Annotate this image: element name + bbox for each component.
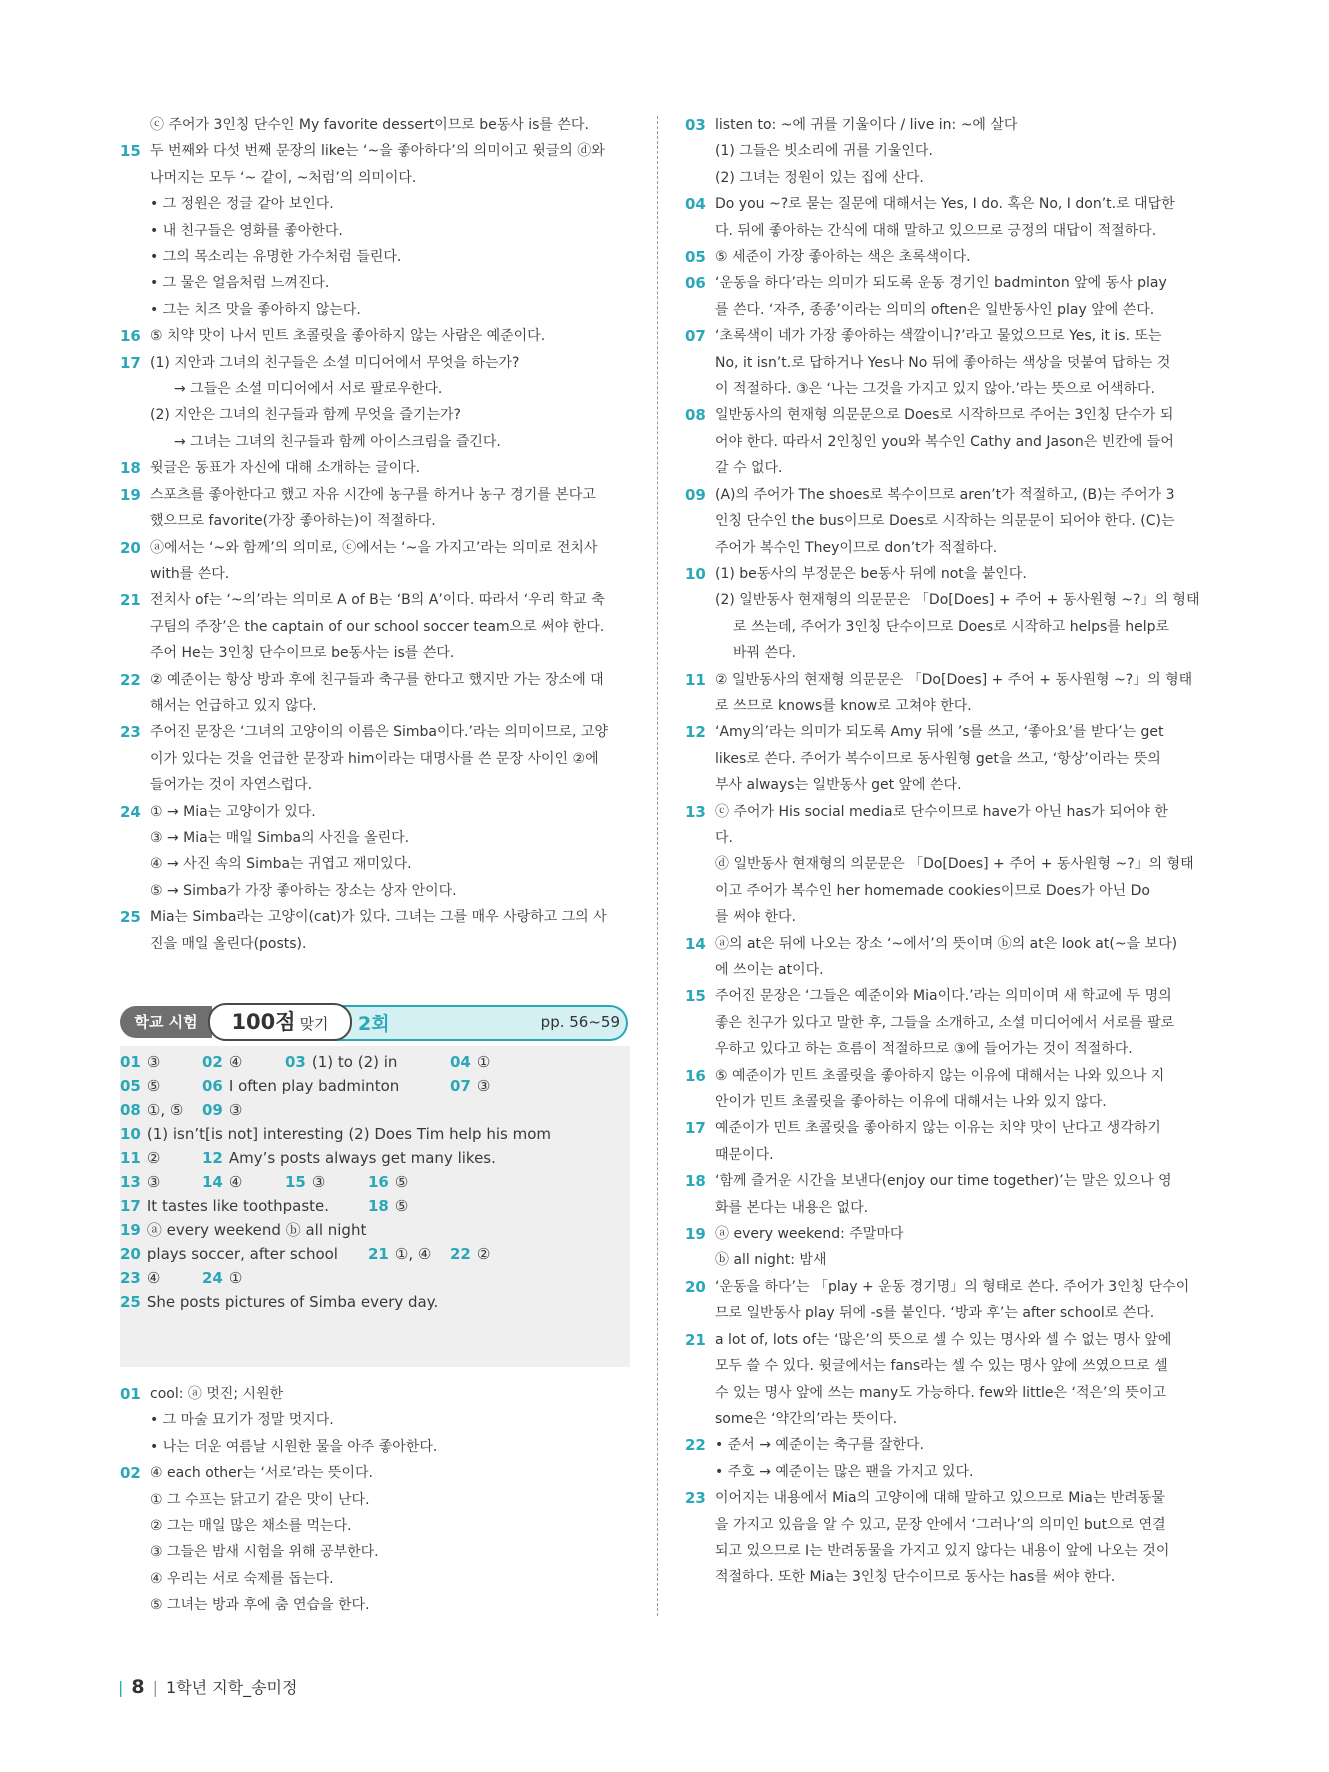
answer-item <box>120 1148 160 1168</box>
answer-value: (1) to (2) in <box>311 1053 398 1071</box>
question-number: 16 <box>685 1066 706 1085</box>
question-number: 08 <box>685 406 706 425</box>
score-tag-bold: 100점 <box>231 1010 296 1034</box>
explanation-line: 로 쓰므로 knows를 know로 고쳐야 한다. <box>715 697 972 714</box>
answer-number: 18 <box>368 1197 389 1215</box>
answer-value: ① <box>476 1053 491 1071</box>
explanation-line: 안이가 민트 초콜릿을 좋아하는 이유에 대해서는 나와 있지 않다. <box>715 1094 1107 1111</box>
explanation-line: • 그 마술 묘기가 정말 멋지다. <box>150 1412 334 1429</box>
question-number: 03 <box>685 116 706 134</box>
explanation-item <box>685 402 1200 481</box>
explanation-line: 때문이다. <box>715 1146 774 1163</box>
explanation-line: 를 쓴다. ‘자주, 종종’이라는 의미의 often은 일반동사인 play 앞에 쓴다. <box>715 301 1155 318</box>
question-number: 22 <box>685 1436 706 1455</box>
explanation-line: 어야 한다. 따라서 2인칭인 you와 복수인 Cathy and Jason은 빈칸에 들어 <box>715 433 1174 450</box>
explanation-line: some은 ‘약간의’라는 뜻이다. <box>715 1410 898 1427</box>
answer-item <box>120 1124 551 1144</box>
explanation-line: → 그들은 소셜 미디어에서 서로 팔로우한다. <box>174 381 443 398</box>
explanation-line: ② 예준이는 항상 방과 후에 친구들과 축구를 한다고 했지만 가는 장소에 대 <box>150 671 604 688</box>
answer-number: 20 <box>120 1245 141 1263</box>
explanation-line: 이어지는 내용에서 Mia의 고양이에 대해 말하고 있으므로 Mia는 반려동물 <box>715 1490 1165 1507</box>
explanation-line: listen to: ~에 귀를 기울이다 / live in: ~에 살다 <box>715 117 1018 133</box>
book-title: 1학년 지학_송미정 <box>166 1678 298 1697</box>
answer-number: 09 <box>202 1101 223 1119</box>
question-number: 19 <box>685 1225 706 1244</box>
score-tag <box>208 1003 352 1041</box>
question-number: 01 <box>120 1385 141 1403</box>
question-number: 24 <box>120 802 141 821</box>
explanation-line: 화를 본다는 내용은 없다. <box>715 1199 869 1216</box>
explanation-line: (A)의 주어가 The shoes로 복수이므로 aren’t가 적절하고, (B)는 주어가 3 <box>715 486 1175 503</box>
score-tag-rest: 맞기 <box>299 1015 329 1033</box>
explanation-line: 좋은 친구가 있다고 말한 후, 그들을 소개하고, 소셜 미디어에서 서로를 팔로 <box>715 1014 1175 1031</box>
explanation-line: ⓐ에서는 ‘~와 함께’의 의미로, ⓒ에서는 ‘~을 가지고’라는 의미로 전치사 <box>150 539 598 556</box>
explanation-line: likes로 쓴다. 주어가 복수이므로 동사원형 get을 쓰고, ‘항상’이라는 뜻의 <box>715 750 1161 767</box>
question-number: 05 <box>685 248 706 267</box>
explanation-line: 나머지는 모두 ‘~ 같이, ~처럼’의 의미이다. <box>150 169 417 186</box>
explanation-item <box>120 667 630 720</box>
explanation-line: ⓓ 일반동사 현재형의 의문문은 「Do[Does] + 주어 + 동사원형 ~?」의 형태 <box>715 856 1194 873</box>
question-number: 15 <box>685 987 706 1006</box>
answer-number: 03 <box>285 1053 306 1071</box>
explanation-item <box>685 112 1200 191</box>
explanation-line: • 그는 치즈 맛을 좋아하지 않는다. <box>150 301 361 318</box>
explanation-item <box>120 587 630 666</box>
answer-value: She posts pictures of Simba every day. <box>146 1293 439 1311</box>
answer-item <box>120 1268 160 1288</box>
explanation-line: ‘Amy의’라는 의미가 되도록 Amy 뒤에 ’s를 쓰고, ‘좋아요’를 받다’는 get <box>715 724 1164 741</box>
explanation-item <box>685 561 1200 667</box>
explanation-line: ‘운동을 하다’라는 의미가 되도록 운동 경기인 badminton 앞에 동사 play <box>715 275 1167 292</box>
explanation-line: • 내 친구들은 영화를 좋아한다. <box>150 222 343 239</box>
answer-item <box>202 1172 242 1192</box>
explanation-item <box>120 799 630 905</box>
explanation-item <box>120 112 630 138</box>
explanation-item <box>120 482 630 535</box>
explanation-line: 모두 쓸 수 있다. 윗글에서는 fans라는 셀 수 있는 명사 앞에 쓰였으므로 셀 <box>715 1358 1168 1375</box>
page-number: 8 <box>131 1676 145 1698</box>
explanation-line: 되고 있으므로 I는 반려동물을 가지고 있지 않다는 내용이 앞에 나오는 것이 <box>715 1542 1170 1559</box>
question-number: 14 <box>685 934 706 953</box>
explanation-line: 주어가 복수인 They이므로 don’t가 적절하다. <box>715 539 998 556</box>
question-number: 19 <box>120 485 141 504</box>
explanation-item <box>120 323 630 349</box>
explanation-item <box>685 1327 1200 1433</box>
explanation-line: • 주호 → 예준이는 많은 팬을 가지고 있다. <box>715 1463 974 1480</box>
explanation-item <box>685 270 1200 323</box>
explanation-line: (1) 지안과 그녀의 친구들은 소셜 미디어에서 무엇을 하는가? <box>150 354 520 371</box>
explanation-item <box>120 1460 630 1618</box>
explanation-line: 수 있는 명사 앞에 쓰는 many도 가능하다. few와 little은 ‘적은’의 뜻이고 <box>715 1384 1167 1401</box>
explanation-line: ⓐ의 at은 뒤에 나오는 장소 ‘~에서’의 뜻이며 ⓑ의 at은 look at(~을 보다) <box>715 935 1178 952</box>
explanation-line: ‘초록색이 네가 가장 좋아하는 색깔이니?’라고 물었으므로 Yes, it is. 또는 <box>715 328 1162 345</box>
explanation-line: • 나는 더운 여름날 시원한 물을 아주 좋아한다. <box>150 1438 438 1455</box>
answer-number: 25 <box>120 1293 141 1311</box>
answer-value: ① <box>228 1269 243 1287</box>
answer-item <box>202 1052 242 1072</box>
answer-value: ④ <box>228 1053 243 1071</box>
question-number: 10 <box>685 564 706 583</box>
explanation-line: 구팀의 주장’은 the captain of our school soccer team으로 써야 한다. <box>150 618 605 635</box>
answer-number: 13 <box>120 1173 141 1191</box>
question-number: 15 <box>120 142 141 161</box>
explanation-line: 를 써야 한다. <box>715 909 796 926</box>
round-label: 2회 <box>358 1013 390 1035</box>
footer-separator: | <box>152 1678 159 1697</box>
explanation-line: 이가 있다는 것을 언급한 문장과 him이라는 대명사를 쓴 문장 사이인 ②에 <box>150 750 599 767</box>
answer-key-header <box>120 1003 630 1041</box>
answer-number: 05 <box>120 1077 141 1095</box>
answer-item <box>120 1292 438 1312</box>
question-number: 11 <box>685 670 706 689</box>
explanation-line: ④ → 사진 속의 Simba는 귀엽고 재미있다. <box>150 856 412 873</box>
explanation-line: 부사 always는 일반동사 get 앞에 쓴다. <box>715 777 962 794</box>
explanation-line: 진을 매일 올린다(posts). <box>150 935 307 952</box>
answer-item <box>202 1268 242 1288</box>
answer-value: Amy’s posts always get many likes. <box>228 1149 496 1167</box>
answer-item <box>450 1076 490 1096</box>
explanation-line: 들어가는 것이 자연스럽다. <box>150 777 313 794</box>
answer-value: ⑤ <box>394 1197 409 1215</box>
answer-number: 06 <box>202 1077 223 1095</box>
explanation-item <box>685 244 1200 270</box>
explanation-line: a lot of, lots of는 ‘많은’의 뜻으로 셀 수 있는 명사와 셀 수 없는 명사 앞에 <box>715 1331 1172 1348</box>
explanation-line: 적절하다. 또한 Mia는 3인칭 단수이므로 동사는 has를 써야 한다. <box>715 1569 1116 1586</box>
explanation-item <box>120 138 630 323</box>
answer-item <box>285 1052 397 1072</box>
page-range: pp. 56~59 <box>540 1013 620 1031</box>
answer-item <box>202 1076 399 1096</box>
explanation-line: ⑤ 그녀는 방과 후에 춤 연습을 한다. <box>150 1597 370 1614</box>
answer-item <box>120 1196 329 1216</box>
explanation-item <box>685 1063 1200 1116</box>
answer-item <box>450 1052 490 1072</box>
explanation-item <box>685 191 1200 244</box>
answer-item <box>120 1100 183 1120</box>
answer-item <box>120 1220 366 1240</box>
explanation-line: 이 적절하다. ③은 ‘나는 그것을 가지고 있지 않아.’라는 뜻으로 어색하다. <box>715 381 1155 398</box>
answer-number: 12 <box>202 1149 223 1167</box>
question-number: 21 <box>120 591 141 610</box>
explanation-line: 주어진 문장은 ‘그들은 예준이와 Mia이다.’라는 의미이며 새 학교에 두 명의 <box>715 988 1172 1005</box>
answer-number: 21 <box>368 1245 389 1263</box>
question-number: 17 <box>120 353 141 372</box>
answer-number: 19 <box>120 1221 141 1239</box>
explanation-item <box>120 350 630 456</box>
question-number: 06 <box>685 274 706 293</box>
explanation-line: ① → Mia는 고양이가 있다. <box>150 803 316 820</box>
answer-item <box>120 1052 160 1072</box>
explanation-item <box>685 323 1200 402</box>
answer-value: ② <box>476 1245 491 1263</box>
explanation-item <box>685 482 1200 561</box>
question-number: 21 <box>685 1330 706 1349</box>
question-number: 17 <box>685 1119 706 1138</box>
question-number: 04 <box>685 195 706 214</box>
explanation-item <box>685 1168 1200 1221</box>
explanation-line: cool: ⓐ 멋진; 시원한 <box>150 1386 284 1402</box>
question-number: 09 <box>685 485 706 504</box>
question-number: 18 <box>685 1172 706 1191</box>
school-exam-tag: 학교 시험 <box>120 1006 212 1038</box>
answer-item <box>285 1172 325 1192</box>
answer-value: ③ <box>311 1173 326 1191</box>
left-column <box>120 112 630 957</box>
question-number: 02 <box>120 1464 141 1483</box>
explanation-line: Do you ~?로 묻는 질문에 대해서는 Yes, I do. 혹은 No, I don’t.로 대답한 <box>715 196 1175 213</box>
explanation-line: 주어진 문장은 ‘그녀의 고양이의 이름은 Simba이다.’라는 의미이므로, 고양 <box>150 724 608 741</box>
question-number: 12 <box>685 723 706 742</box>
explanation-line: → 그녀는 그녀의 친구들과 함께 아이스크림을 즐긴다. <box>174 433 501 450</box>
explanation-line: (2) 지안은 그녀의 친구들과 함께 무엇을 즐기는가? <box>150 407 461 424</box>
explanation-line: 로 쓰는데, 주어가 3인칭 단수이므로 Does로 시작하고 helps를 help로 <box>733 618 1170 635</box>
explanation-line: ② 그는 매일 많은 채소를 먹는다. <box>150 1518 352 1535</box>
explanation-item <box>685 983 1200 1062</box>
explanation-line: with를 쓴다. <box>150 565 230 582</box>
question-number: 18 <box>120 459 141 478</box>
explanation-line: 다. 뒤에 좋아하는 간식에 대해 말하고 있으므로 긍정의 대답이 적절하다. <box>715 222 1157 239</box>
explanation-line: 갈 수 없다. <box>715 460 783 477</box>
explanation-line: 주어 He는 3인칭 단수이므로 be동사는 is를 쓴다. <box>150 645 455 662</box>
explanation-line: 다. <box>715 829 733 846</box>
answer-item <box>120 1244 338 1264</box>
answer-value: ⓐ every weekend ⓑ all night <box>146 1221 367 1239</box>
answer-item <box>120 1172 160 1192</box>
answer-number: 11 <box>120 1149 141 1167</box>
answer-number: 10 <box>120 1125 141 1143</box>
answer-item <box>120 1076 160 1096</box>
answer-number: 24 <box>202 1269 223 1287</box>
explanation-line: (1) 그들은 빗소리에 귀를 기울인다. <box>715 143 933 160</box>
answer-item <box>202 1100 242 1120</box>
answer-number: 22 <box>450 1245 471 1263</box>
answer-value: ② <box>146 1149 161 1167</box>
answer-item <box>202 1148 496 1168</box>
explanation-line: • 그의 목소리는 유명한 가수처럼 들린다. <box>150 249 402 266</box>
explanation-item <box>685 1221 1200 1274</box>
explanation-line: 두 번째와 다섯 번째 문장의 like는 ‘~을 좋아하다’의 의미이고 윗글의 ⓓ와 <box>150 143 605 160</box>
explanation-line: ③ → Mia는 매일 Simba의 사진을 올린다. <box>150 829 410 846</box>
answer-number: 15 <box>285 1173 306 1191</box>
answer-number: 14 <box>202 1173 223 1191</box>
explanation-line: (2) 그녀는 정원이 있는 집에 산다. <box>715 169 924 186</box>
answer-value: ①, ⑤ <box>146 1101 184 1119</box>
explanation-item <box>685 1432 1200 1485</box>
explanation-line: 일반동사의 현재형 의문문으로 Does로 시작하므로 주어는 3인칭 단수가 되 <box>715 407 1174 424</box>
explanation-item <box>685 1274 1200 1327</box>
explanation-line: (1) be동사의 부정문은 be동사 뒤에 not을 붙인다. <box>715 565 1027 582</box>
explanation-line: ③ 그들은 밤새 시험을 위해 공부한다. <box>150 1544 379 1561</box>
explanation-line: 바꿔 쓴다. <box>733 645 796 662</box>
explanation-line: 윗글은 동표가 자신에 대해 소개하는 글이다. <box>150 460 421 477</box>
explanation-line: 했으므로 favorite(가장 좋아하는)이 적절하다. <box>150 513 436 530</box>
explanation-line: ‘운동을 하다’는 「play + 운동 경기명」의 형태로 쓴다. 주어가 3인칭 단수이 <box>715 1278 1190 1295</box>
explanation-line: ⑤ 예준이가 민트 초콜릿을 좋아하지 않는 이유에 대해서는 나와 있으나 지 <box>715 1067 1165 1084</box>
answer-value: ③ <box>228 1101 243 1119</box>
explanation-line: ‘함께 즐거운 시간을 보낸다(enjoy our time together)’는 말은 있으나 영 <box>715 1173 1172 1190</box>
explanation-line: 에 쓰이는 at이다. <box>715 962 824 978</box>
explanation-item <box>685 799 1200 931</box>
answer-item <box>368 1196 408 1216</box>
answer-item <box>450 1244 490 1264</box>
answer-number: 01 <box>120 1053 141 1071</box>
explanation-line: 스포츠를 좋아한다고 했고 자유 시간에 농구를 하거나 농구 경기를 본다고 <box>150 486 596 503</box>
left-lower-column <box>120 1381 630 1619</box>
question-number: 22 <box>120 670 141 689</box>
question-number: 23 <box>120 723 141 742</box>
explanation-line: 우하고 있다고 하는 흐름이 적절하므로 ③에 들어가는 것이 적절하다. <box>715 1041 1133 1058</box>
explanation-item <box>120 455 630 481</box>
explanation-item <box>685 931 1200 984</box>
answer-number: 07 <box>450 1077 471 1095</box>
answer-value: It tastes like toothpaste. <box>146 1197 330 1215</box>
answer-value: (1) isn’t[is not] interesting (2) Does Tim help his mom <box>146 1125 551 1143</box>
answer-number: 16 <box>368 1173 389 1191</box>
answer-value: ①, ④ <box>394 1245 432 1263</box>
explanation-line: ⓒ 주어가 His social media로 단수이므로 have가 아닌 has가 되어야 한 <box>715 803 1168 820</box>
explanation-line: 이고 주어가 복수인 her homemade cookies이므로 Does가 아닌 Do <box>715 882 1150 899</box>
question-number: 07 <box>685 327 706 346</box>
explanation-line: ① 그 수프는 닭고기 같은 맛이 난다. <box>150 1491 370 1508</box>
explanation-item <box>120 535 630 588</box>
explanation-line: ⑤ 세준이 가장 좋아하는 색은 초록색이다. <box>715 249 971 266</box>
explanation-line: • 그 정원은 정글 같아 보인다. <box>150 196 334 213</box>
explanation-item <box>685 1485 1200 1591</box>
explanation-line: ④ each other는 ‘서로’라는 뜻이다. <box>150 1465 373 1482</box>
answer-value: plays soccer, after school <box>146 1245 338 1263</box>
question-number: 20 <box>120 538 141 557</box>
explanation-line: ⑤ → Simba가 가장 좋아하는 장소는 상자 안이다. <box>150 882 457 899</box>
answer-number: 08 <box>120 1101 141 1119</box>
explanation-line: 므로 일반동사 play 뒤에 -s를 붙인다. ‘방과 후’는 after school로 쓴다. <box>715 1305 1155 1322</box>
explanation-line: Mia는 Simba라는 고양이(cat)가 있다. 그녀는 그를 매우 사랑하고 그의 사 <box>150 909 607 926</box>
answer-number: 02 <box>202 1053 223 1071</box>
explanation-line: • 준서 → 예준이는 축구를 잘한다. <box>715 1437 924 1454</box>
answer-key-box <box>120 1046 630 1367</box>
answer-value: ⑤ <box>394 1173 409 1191</box>
explanation-line: (2) 일반동사 현재형의 의문문은 「Do[Does] + 주어 + 동사원형 ~?」의 형태 <box>715 592 1200 609</box>
explanation-item <box>685 1115 1200 1168</box>
explanation-line: • 그 물은 얼음처럼 느껴진다. <box>150 275 330 292</box>
answer-value: I often play badminton <box>228 1077 400 1095</box>
question-number: 25 <box>120 908 141 927</box>
explanation-item <box>685 667 1200 720</box>
question-number: 20 <box>685 1277 706 1296</box>
explanation-line: ⓐ every weekend: 주말마다 <box>715 1226 904 1243</box>
answer-number: 23 <box>120 1269 141 1287</box>
explanation-line: 인칭 단수인 the bus이므로 Does로 시작하는 의문문이 되어야 한다. (C)는 <box>715 513 1175 530</box>
explanation-line: 전치사 of는 ‘~의’라는 의미로 A of B는 ‘B의 A’이다. 따라서 ‘우리 학교 축 <box>150 592 605 609</box>
explanation-line: 예준이가 민트 초콜릿을 좋아하지 않는 이유는 치약 맛이 난다고 생각하기 <box>715 1120 1161 1137</box>
answer-item <box>368 1172 408 1192</box>
explanation-line: ⓒ 주어가 3인칭 단수인 My favorite dessert이므로 be동사 is를 쓴다. <box>150 117 589 133</box>
explanation-item <box>120 904 630 957</box>
answer-number: 17 <box>120 1197 141 1215</box>
explanation-item <box>120 1381 630 1460</box>
answer-number: 04 <box>450 1053 471 1071</box>
explanation-line: 해서는 언급하고 있지 않다. <box>150 697 317 714</box>
answer-item <box>368 1244 431 1264</box>
question-number: 16 <box>120 327 141 346</box>
explanation-line: No, it isn’t.로 답하거나 Yes나 No 뒤에 좋아하는 색상을 덧붙여 답하는 것 <box>715 354 1171 371</box>
explanation-item <box>685 719 1200 798</box>
explanation-line: ⓑ all night: 밤새 <box>715 1252 827 1269</box>
footer-bar: | <box>118 1678 124 1697</box>
answer-value: ③ <box>476 1077 491 1095</box>
explanation-item <box>120 719 630 798</box>
explanation-line: 을 가지고 있음을 알 수 있고, 문장 안에서 ‘그러나’의 의미인 but으로 연결 <box>715 1516 1166 1533</box>
answer-value: ③ <box>146 1173 161 1191</box>
column-divider <box>657 116 658 1616</box>
answer-value: ③ <box>146 1053 161 1071</box>
explanation-line: ② 일반동사의 현재형 의문문은 「Do[Does] + 주어 + 동사원형 ~?」의 형태 <box>715 671 1193 688</box>
explanation-line: ④ 우리는 서로 숙제를 돕는다. <box>150 1570 334 1587</box>
question-number: 13 <box>685 802 706 821</box>
answer-value: ④ <box>228 1173 243 1191</box>
page-footer <box>118 1675 297 1698</box>
explanation-line: ⑤ 치약 맛이 나서 민트 초콜릿을 좋아하지 않는 사람은 예준이다. <box>150 328 546 345</box>
right-column <box>685 112 1200 1591</box>
answer-value: ④ <box>146 1269 161 1287</box>
answer-value: ⑤ <box>146 1077 161 1095</box>
question-number: 23 <box>685 1489 706 1508</box>
